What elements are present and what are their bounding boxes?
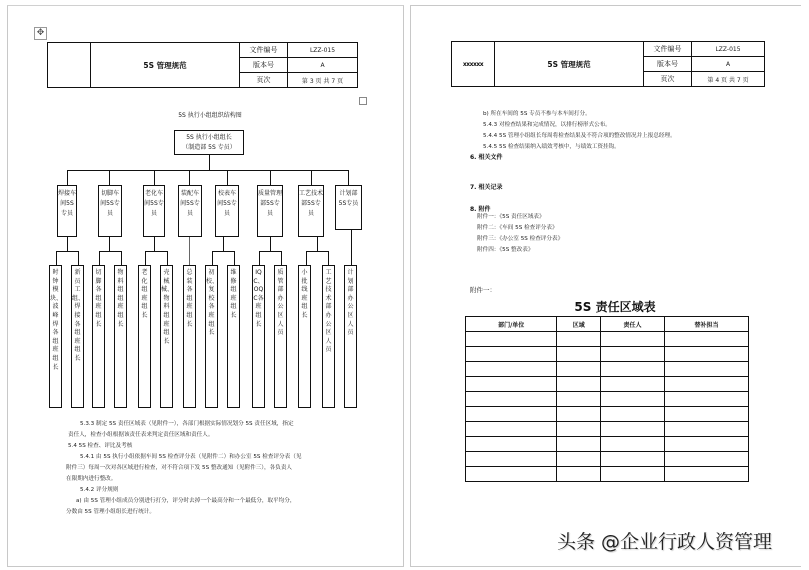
leaf-label: 老化组班组长	[141, 269, 148, 319]
leaf-box	[205, 265, 218, 408]
paragraph: b) 所在车间的 5S 专员不参与本车间打分。	[483, 111, 591, 117]
table-cell[interactable]	[664, 392, 748, 407]
table-cell[interactable]	[601, 392, 665, 407]
page-header-table	[47, 42, 358, 88]
column-header: 责任人	[601, 317, 665, 332]
connector	[259, 251, 260, 265]
table-cell[interactable]	[466, 377, 557, 392]
attachment-item: 附件三：《办公室 5S 检查评分表》	[477, 236, 564, 242]
dept-label: 切脚车间5S专员	[100, 190, 120, 217]
table-cell[interactable]	[664, 422, 748, 437]
attachment-item: 附件一：《5S 责任区域表》	[477, 214, 545, 220]
doc-number-value: LZZ-015	[692, 42, 765, 57]
dept-box-calibration	[215, 185, 239, 237]
connector	[348, 170, 349, 185]
table-row	[466, 347, 749, 362]
table-cell[interactable]	[664, 407, 748, 422]
document-title: 5S 管理规范	[91, 43, 240, 88]
table-resize-handle[interactable]	[359, 97, 367, 105]
leaf-box	[227, 265, 240, 408]
dept-box-aging	[143, 185, 165, 237]
table-cell[interactable]	[466, 392, 557, 407]
header-label: 版本号	[240, 58, 288, 73]
org-root-line1: 5S 执行小组组长	[186, 134, 232, 141]
dept-box-assembly	[178, 185, 202, 237]
table-cell[interactable]	[557, 407, 601, 422]
leaf-label: 新员工组、焊接各组班组长	[72, 269, 85, 362]
org-root-box	[174, 130, 244, 155]
column-header: 区域	[557, 317, 601, 332]
paragraph: a) 由 5S 管理小组成员分别进行打分，评分时去掉一个最高分和一个最低分，取平均分，	[76, 498, 296, 504]
org-chart-title: 5S 执行小组组织结构图	[178, 112, 242, 119]
connector	[306, 251, 328, 252]
leaf-box	[49, 265, 62, 408]
table-cell[interactable]	[466, 347, 557, 362]
connector	[154, 170, 155, 185]
table-cell[interactable]	[664, 362, 748, 377]
table-row	[466, 407, 749, 422]
connector	[223, 237, 224, 251]
section-heading-attachments: 8. 附件	[470, 206, 491, 213]
section-heading-related-records: 7. 相关记录	[470, 184, 503, 191]
connector	[227, 170, 228, 185]
page-header-table	[451, 41, 765, 87]
header-label: 文件编号	[644, 42, 692, 57]
header-label: 页次	[240, 73, 288, 88]
connector	[99, 251, 100, 265]
leaf-label: 时钟模块、波峰焊各组班组长	[50, 269, 63, 371]
table-cell[interactable]	[557, 437, 601, 452]
company-logo-cell	[48, 43, 91, 88]
table-row	[466, 392, 749, 407]
connector	[67, 237, 68, 251]
leaf-box	[71, 265, 84, 408]
column-header: 替补担当	[664, 317, 748, 332]
table-cell[interactable]	[664, 452, 748, 467]
connector	[259, 251, 281, 252]
version-value: A	[692, 57, 765, 72]
table-cell[interactable]	[557, 467, 601, 482]
leaf-box	[252, 265, 265, 408]
connector	[234, 251, 235, 265]
paragraph: 附件三）每周一次对各区域进行检查，对不符合项下发 5S 整改通知（见附件三），各负责人	[66, 465, 293, 471]
connector	[270, 237, 271, 251]
connector	[67, 170, 68, 185]
connector	[212, 251, 213, 265]
connector	[167, 251, 168, 265]
page-number-value: 第 3 页 共 7 页	[288, 73, 358, 88]
table-cell[interactable]	[466, 452, 557, 467]
header-label: 页次	[644, 72, 692, 87]
table-cell[interactable]	[557, 422, 601, 437]
paragraph: 5.3.3 制定 5S 责任区域表（见附件一），各部门根据实际情况划分 5S 责任区域，指定	[80, 421, 294, 427]
table-cell[interactable]	[557, 392, 601, 407]
connector	[209, 155, 210, 170]
connector	[56, 251, 57, 265]
column-header: 部门/单位	[466, 317, 557, 332]
company-logo-cell: xxxxxx	[452, 42, 495, 87]
table-cell[interactable]	[601, 332, 665, 347]
table-cell[interactable]	[601, 347, 665, 362]
table-row	[466, 332, 749, 347]
dept-label: 焊接车间5S专员	[58, 190, 77, 217]
connector	[109, 170, 110, 185]
paragraph: 分数由 5S 管理小组组长进行统计。	[66, 509, 155, 515]
dept-label: 装配车间5S专员	[180, 190, 200, 217]
page-number-value: 第 4 页 共 7 页	[692, 72, 765, 87]
paragraph: 5.4 5S 检查、评比及考核	[68, 443, 133, 449]
table-cell[interactable]	[601, 422, 665, 437]
leaf-label: 工艺技术部办公区人员	[325, 269, 332, 354]
watermark: 头条 @企业行政人资管理	[557, 531, 773, 553]
attachment-label: 附件一：	[470, 286, 496, 294]
connector	[99, 251, 121, 252]
org-root-line2: （制造部 5S 专员）	[182, 144, 236, 151]
leaf-box	[298, 265, 311, 408]
table-cell[interactable]	[466, 332, 557, 347]
leaf-label: 初校、复校各班组长	[206, 269, 219, 337]
header-label: 版本号	[644, 57, 692, 72]
leaf-label: 小批线班组长	[301, 269, 308, 319]
connector	[311, 170, 312, 185]
leaf-label: 总装各组班组长	[186, 269, 193, 328]
connector	[145, 251, 146, 265]
leaf-box	[114, 265, 127, 408]
paragraph: 责任人，检查小组根据该责任表来判定责任区域和责任人。	[68, 432, 214, 438]
dept-box-welding	[57, 185, 77, 237]
leaf-label: 壳械械、物料组班组长	[161, 269, 174, 345]
leaf-label: IQC、OQC各班组长	[253, 269, 264, 328]
leaf-box	[92, 265, 105, 408]
version-value: A	[288, 58, 358, 73]
paragraph: 在限期内进行整改。	[66, 476, 117, 482]
paragraph: 5.4.3 对检查结果和完成情况，以排行榜形式公布。	[483, 122, 611, 128]
table-cell[interactable]	[557, 332, 601, 347]
section-heading-related-docs: 6. 相关文件	[470, 154, 503, 161]
table-cell[interactable]	[557, 377, 601, 392]
connector	[328, 251, 329, 265]
dept-label: 计划部5S专员	[338, 190, 359, 207]
connector	[78, 251, 79, 265]
connector	[270, 170, 271, 185]
leaf-box	[322, 265, 335, 408]
paragraph: 5.4.5 5S 检查结果纳入绩效考核中，与绩效工资挂钩。	[483, 144, 620, 150]
leaf-box	[274, 265, 287, 408]
table-move-handle-icon[interactable]: ✥	[34, 27, 47, 40]
doc-number-value: LZZ-015	[288, 43, 358, 58]
table-cell[interactable]	[664, 347, 748, 362]
table-cell[interactable]	[664, 377, 748, 392]
dept-label: 老化车间5S专员	[144, 190, 164, 217]
connector	[109, 237, 110, 251]
connector	[189, 170, 190, 185]
table-cell[interactable]	[557, 452, 601, 467]
dept-box-cutting	[98, 185, 122, 237]
document-title: 5S 管理规范	[495, 42, 644, 87]
table-row	[466, 422, 749, 437]
dept-label: 校表车间5S专员	[217, 190, 237, 217]
table-cell[interactable]	[466, 437, 557, 452]
table-cell[interactable]	[601, 407, 665, 422]
paragraph: 5.4.2 评分规则	[80, 487, 119, 493]
table-cell[interactable]	[601, 362, 665, 377]
table-cell[interactable]	[466, 362, 557, 377]
connector	[351, 230, 352, 265]
dept-box-process-tech	[298, 185, 324, 237]
table-cell[interactable]	[601, 377, 665, 392]
connector	[121, 251, 122, 265]
connector	[154, 237, 155, 251]
table-cell[interactable]	[664, 467, 748, 482]
attachment-item: 附件四：《5S 整改表》	[477, 247, 534, 253]
table-row	[466, 452, 749, 467]
connector	[317, 237, 318, 251]
paragraph: 5.4.4 5S 管理小组组长每周将检查结果及不符合项的整改情况并上报总经理。	[483, 133, 676, 139]
connector	[56, 251, 78, 252]
connector	[212, 251, 234, 252]
connector	[189, 237, 190, 265]
leaf-label: 质管部办公区人员	[277, 269, 284, 337]
leaf-box	[183, 265, 196, 408]
dept-label: 质量管理部5S专员	[258, 190, 283, 217]
header-label: 文件编号	[240, 43, 288, 58]
table-cell[interactable]	[557, 347, 601, 362]
responsibility-table-title: 5S 责任区域表	[574, 300, 656, 314]
table-row	[466, 437, 749, 452]
dept-box-quality	[257, 185, 283, 237]
table-row	[466, 362, 749, 377]
connector	[145, 251, 167, 252]
leaf-box	[344, 265, 357, 408]
attachment-item: 附件二：《车间 5S 检查评分表》	[477, 225, 558, 231]
leaf-label: 切脚各组班组长	[95, 269, 102, 328]
leaf-label: 计划部办公区人员	[347, 269, 354, 337]
paragraph: 5.4.1 由 5S 执行小组依据车间 5S 检查评分表（见附件二）和办公室 5S 检查评分表（见	[80, 454, 302, 460]
responsibility-area-table	[465, 316, 749, 482]
table-cell[interactable]	[557, 362, 601, 377]
table-row	[466, 467, 749, 482]
table-cell[interactable]	[466, 422, 557, 437]
leaf-box	[160, 265, 173, 408]
connector	[281, 251, 282, 265]
table-cell[interactable]	[466, 467, 557, 482]
table-cell[interactable]	[601, 452, 665, 467]
table-cell[interactable]	[466, 407, 557, 422]
leaf-label: 维修组班组长	[230, 269, 237, 319]
table-cell[interactable]	[664, 332, 748, 347]
table-cell[interactable]	[664, 437, 748, 452]
dept-box-planning	[335, 185, 362, 230]
leaf-label: 物料组组班组长	[117, 269, 124, 328]
table-cell[interactable]	[601, 467, 665, 482]
table-row	[466, 377, 749, 392]
connector	[306, 251, 307, 265]
leaf-box	[138, 265, 151, 408]
table-cell[interactable]	[601, 437, 665, 452]
dept-label: 工艺技术部5S专员	[299, 190, 324, 217]
document-page-4	[410, 5, 801, 567]
